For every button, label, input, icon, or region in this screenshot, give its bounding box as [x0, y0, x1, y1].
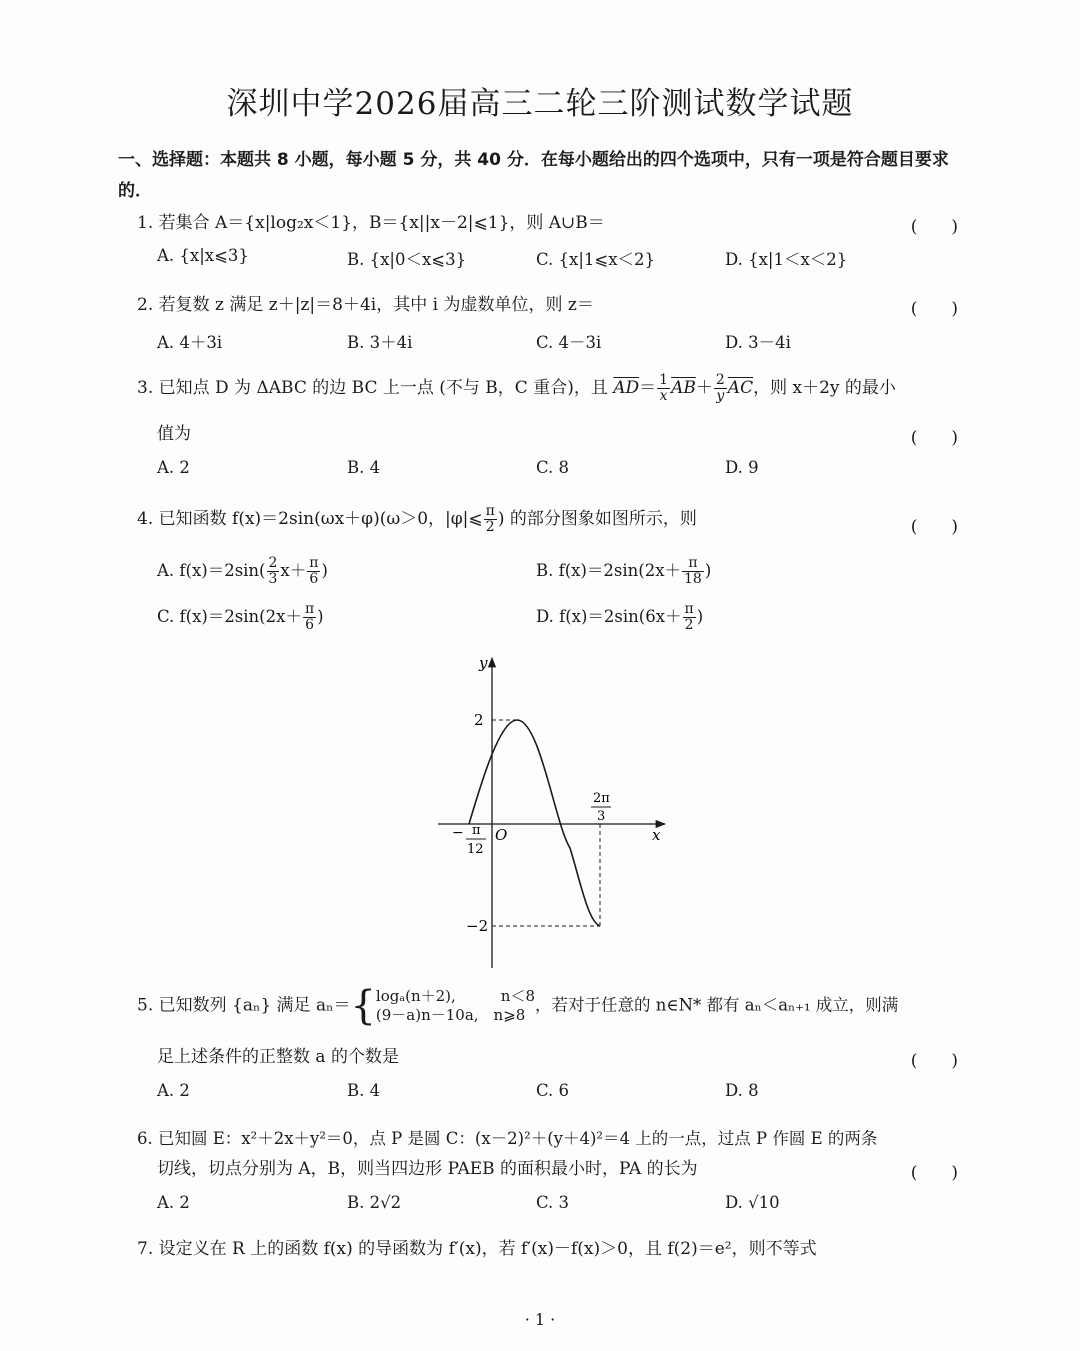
option-c: C. 3: [536, 1193, 570, 1212]
fraction: [307, 556, 320, 587]
question-4-stem-a: 4. 已知函数 f(x)＝2sin(ωx＋φ)(ω＞0，|φ|⩽: [137, 509, 483, 529]
x-axis-label: x: [652, 826, 661, 844]
option-d-post: ): [696, 607, 704, 626]
denominator: x: [659, 388, 668, 404]
option-b: B. 2√2: [347, 1193, 402, 1212]
denominator: 6: [309, 571, 319, 587]
option-d: [536, 602, 703, 633]
x-left-num: π: [472, 823, 481, 838]
numerator: π: [304, 601, 315, 617]
vector-ab: $\overline{AB}$: [671, 378, 696, 398]
fraction: [682, 556, 704, 587]
option-c: C. 4－3i: [536, 333, 602, 352]
page-number: · 1 ·: [524, 1310, 556, 1329]
numerator: 1: [659, 372, 669, 388]
equals-sign: ＝: [639, 378, 657, 398]
numerator: π: [684, 601, 694, 617]
question-1: [137, 208, 957, 238]
x-right-num: 2π: [593, 791, 610, 806]
option-d-pre: D. f(x)＝2sin(6x＋: [536, 607, 682, 626]
sine-curve: [469, 720, 600, 926]
denominator: 2: [485, 519, 495, 535]
option-b: [536, 556, 711, 587]
option-b-pre: B. f(x)＝2sin(2x＋: [536, 561, 682, 580]
option-b: B. 4: [347, 1081, 381, 1100]
option-d: D. {x|1＜x＜2}: [725, 250, 848, 269]
question-2-stem: 2. 若复数 z 满足 z＋|z|＝8＋4i，其中 i 为虚数单位，则 z＝: [137, 295, 594, 315]
question-3: [137, 373, 957, 404]
answer-paren-1: ( ): [910, 217, 958, 237]
question-7: [137, 1234, 957, 1264]
question-5-stem-c: 足上述条件的正整数 a 的个数是: [157, 1047, 399, 1067]
numerator: 2: [268, 555, 278, 571]
denominator: 6: [305, 617, 314, 633]
question-5: [137, 983, 957, 1037]
option-c: C. 6: [536, 1081, 570, 1100]
option-d: D. 8: [725, 1081, 759, 1100]
options-3: [157, 458, 957, 488]
denominator: y: [716, 388, 725, 404]
fraction-2-over-y: [714, 373, 727, 404]
question-3-stem-a: 3. 已知点 D 为 ΔABC 的边 BC 上一点 (不与 B，C 重合)，且: [137, 378, 614, 398]
option-c: [157, 602, 324, 633]
question-3-cont: [157, 419, 977, 449]
question-6-cont: [157, 1154, 977, 1184]
case-2: (9－a)n－10a, n⩾8: [375, 1006, 526, 1024]
fraction: [303, 602, 316, 633]
option-b: B. 3＋4i: [347, 333, 413, 352]
option-c-post: ): [317, 607, 324, 626]
y-axis-label: y: [479, 654, 488, 672]
option-c: C. {x|1⩽x＜2}: [536, 250, 656, 269]
option-d: D. 3－4i: [725, 333, 791, 352]
option-c: C. 8: [536, 458, 570, 477]
answer-paren-3: ( ): [910, 428, 958, 448]
plus-sign: ＋: [695, 378, 713, 398]
option-c-pre: C. f(x)＝2sin(2x＋: [157, 607, 302, 626]
option-d: D. √10: [725, 1193, 780, 1212]
question-2: [137, 290, 957, 320]
question-6: [137, 1124, 957, 1154]
question-5-stem-a: 5. 已知数列 {aₙ} 满足 aₙ＝: [137, 995, 351, 1016]
options-6: [157, 1193, 957, 1223]
options-4-row1: [157, 556, 957, 596]
piecewise-cases: [376, 987, 535, 1025]
option-a: A. {x|x⩽3}: [157, 246, 249, 265]
fraction: [267, 556, 280, 587]
numerator: π: [682, 556, 704, 572]
question-4: [137, 504, 957, 535]
question-6-stem-a: 6. 已知圆 E：x²＋2x＋y²＝0，点 P 是圆 C：(x－2)²＋(y＋4)²＝4 上的一点，过点 P 作圆 E 的两条: [137, 1129, 878, 1148]
answer-paren-2: ( ): [910, 299, 958, 319]
options-4-row2: [157, 602, 957, 642]
answer-paren-5: ( ): [910, 1051, 958, 1071]
denominator: 18: [684, 571, 702, 587]
fraction: [683, 602, 696, 633]
vector-ad: $\overline{AD}$: [613, 378, 640, 398]
question-1-stem: 1. 若集合 A＝{x|log₂x＜1}，B＝{x||x－2|⩽1}，则 A∪B＝: [137, 213, 605, 233]
options-1: [157, 246, 957, 276]
question-7-stem: 7. 设定义在 R 上的函数 f(x) 的导函数为 f′(x)，若 f′(x)－f(x)＞0，且 f(2)＝e²，则不等式: [137, 1239, 817, 1259]
question-3-stem-c: 值为: [157, 424, 191, 444]
x-left-den: 12: [467, 842, 484, 857]
y-min-label: −2: [466, 917, 489, 935]
numerator: 2: [715, 372, 725, 388]
fraction-pi-over-2: [484, 504, 497, 535]
option-b-post: ): [704, 561, 712, 580]
option-a-post: ): [321, 561, 328, 580]
question-4-stem-b: ) 的部分图象如图所示，则: [497, 509, 697, 529]
vector-ac: $\overline{AC}$: [727, 378, 754, 398]
option-d: D. 9: [725, 458, 759, 477]
origin-label: O: [495, 826, 508, 844]
x-right-den: 3: [597, 809, 606, 824]
case-1: logₐ(n＋2), n＜8: [375, 987, 536, 1005]
fraction-1-over-x: [657, 373, 670, 404]
options-2: [157, 329, 957, 359]
question-3-stem-b: ，则 x＋2y 的最小: [753, 378, 896, 398]
numerator: π: [309, 555, 319, 571]
option-a: A. 2: [157, 1081, 190, 1100]
question-6-stem-b: 切线，切点分别为 A，B，则当四边形 PAEB 的面积最小时，PA 的长为: [157, 1159, 698, 1179]
option-a-mid: x＋: [280, 561, 307, 580]
option-a: [157, 556, 328, 587]
page-title: 深圳中学2026届高三二轮三阶测试数学试题: [226, 86, 854, 122]
option-a: A. 2: [157, 1193, 190, 1212]
options-5: [157, 1081, 957, 1111]
answer-paren-4: ( ): [910, 517, 958, 537]
denominator: 2: [684, 617, 694, 633]
numerator: π: [485, 503, 495, 519]
option-b: B. {x|0＜x⩽3}: [347, 250, 467, 269]
section-heading: 一、选择题：本题共 8 小题，每小题 5 分，共 40 分．在每小题给出的四个选项中，只有一项是符合题目要求的．: [118, 150, 949, 201]
sine-graph-figure: [430, 650, 680, 975]
option-b: B. 4: [347, 458, 381, 477]
answer-paren-6: ( ): [910, 1163, 958, 1183]
option-a-pre: A. f(x)＝2sin(: [157, 561, 266, 580]
option-a: A. 4＋3i: [157, 333, 223, 352]
question-5-cont: [157, 1042, 977, 1072]
x-left-sign: −: [452, 825, 464, 841]
y-max-label: 2: [474, 711, 484, 729]
question-5-stem-b: ，若对于任意的 n∈N* 都有 aₙ＜aₙ₊₁ 成立，则满: [535, 995, 899, 1015]
denominator: 3: [268, 571, 278, 587]
brace-icon: {: [350, 983, 376, 1029]
option-a: A. 2: [157, 458, 190, 477]
